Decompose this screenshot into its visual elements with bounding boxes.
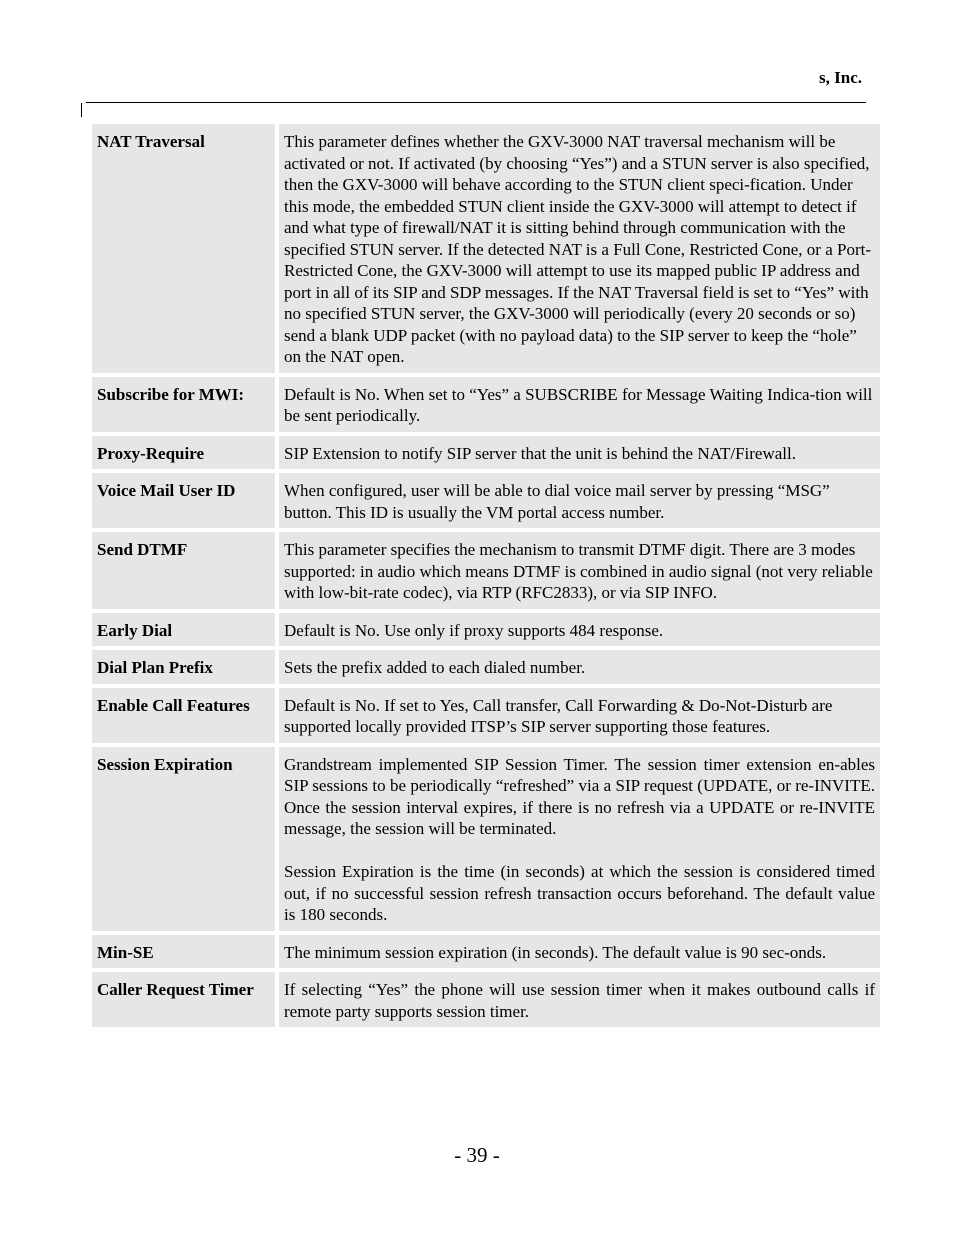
header-rule	[86, 102, 866, 103]
parameter-name: Voice Mail User ID	[92, 473, 275, 528]
table-row	[92, 473, 880, 528]
parameter-description	[279, 613, 880, 647]
description-paragraph: SIP Extension to notify SIP server that the unit is behind the NAT/Firewall.	[284, 443, 796, 463]
header-company-name: s, Inc.	[819, 68, 862, 87]
parameter-description	[279, 124, 880, 373]
table-row	[92, 650, 880, 684]
page-number: - 39 -	[454, 1143, 500, 1167]
parameter-name: Send DTMF	[92, 532, 275, 609]
parameter-name: Proxy-Require	[92, 436, 275, 470]
parameter-table	[88, 120, 884, 1031]
table-row	[92, 124, 880, 373]
parameter-description	[279, 935, 880, 969]
parameter-name: Dial Plan Prefix	[92, 650, 275, 684]
parameter-description	[279, 436, 880, 470]
parameter-name: Session Expiration	[92, 747, 275, 931]
parameter-name: Early Dial	[92, 613, 275, 647]
table-row	[92, 436, 880, 470]
description-paragraph: This parameter defines whether the GXV-3000 NAT traversal mechanism will be activated or not. If activated (by choosing “Yes”) and a STUN server is also specified, then the GXV-3000 will behave according to the STUN client speci-fication. Under this mode, the embedded STUN client inside the GXV-3000 will attempt to detect if and what type of firewall/NAT it is sitting behind through communication with the specified STUN server. If the detected NAT is a Full Cone, Restricted Cone, or a Port-Restricted Cone, the GXV-3000 will attempt to use its mapped public IP address and port in all of its SIP and SDP messages. If the NAT Traversal field is set to “Yes” with no specified STUN server, the GXV-3000 will periodically (every 20 seconds or so) send a blank UDP packet (with no payload data) to the SIP server to keep the “hole” on the NAT open.	[284, 132, 871, 366]
header-margin-mark	[81, 103, 82, 117]
parameter-description	[279, 473, 880, 528]
parameter-description	[279, 377, 880, 432]
parameter-name: Min-SE	[92, 935, 275, 969]
parameter-name: Enable Call Features	[92, 688, 275, 743]
description-paragraph: Session Expiration is the time (in seconds) at which the session is considered timed out, if no successful session refresh transaction occurs beforehand. The default value is 180 seconds.	[284, 862, 875, 924]
description-paragraph: Sets the prefix added to each dialed number.	[284, 658, 586, 677]
parameter-description	[279, 972, 880, 1027]
description-paragraph: This parameter specifies the mechanism to transmit DTMF digit. There are 3 modes supported: in audio which means DTMF is combined in audio signal (not very reliable with low-bit-rate codec), via RTP (RFC2833), or via SIP INFO.	[284, 540, 873, 602]
description-paragraph: When configured, user will be able to dial voice mail server by pressing “MSG” button. This ID is usually the VM portal access number.	[284, 481, 830, 522]
table-row	[92, 935, 880, 969]
parameter-name: Caller Request Timer	[92, 972, 275, 1027]
parameter-description	[279, 650, 880, 684]
description-paragraph: Grandstream implemented SIP Session Timer. The session timer extension en-ables SIP sessions to be periodically “refreshed” via a SIP request (UPDATE, or re-INVITE. Once the session interval expires, if there is no refresh via a UPDATE or re-INVITE message, the session will be terminated.	[284, 754, 875, 838]
table-row	[92, 688, 880, 743]
table-row	[92, 377, 880, 432]
parameter-name: Subscribe for MWI:	[92, 377, 275, 432]
description-paragraph: Default is No. When set to “Yes” a SUBSCRIBE for Message Waiting Indica-tion will be sent periodically.	[284, 384, 873, 425]
description-paragraph: The minimum session expiration (in seconds). The default value is 90 sec-onds.	[284, 942, 827, 962]
parameter-description	[279, 688, 880, 743]
table-row	[92, 532, 880, 609]
table-row	[92, 972, 880, 1027]
table-row	[92, 747, 880, 931]
description-paragraph: Default is No. Use only if proxy supports 484 response.	[284, 620, 664, 640]
description-paragraph: Default is No. If set to Yes, Call transfer, Call Forwarding & Do-Not-Disturb are supported locally provided ITSP’s SIP server supporting those features.	[284, 695, 833, 736]
parameter-description	[279, 532, 880, 609]
parameter-name: NAT Traversal	[92, 124, 275, 373]
parameter-description	[279, 747, 880, 931]
table-row	[92, 613, 880, 647]
description-paragraph: If selecting “Yes” the phone will use session timer when it makes outbound calls if remote party supports session timer.	[284, 980, 875, 1021]
